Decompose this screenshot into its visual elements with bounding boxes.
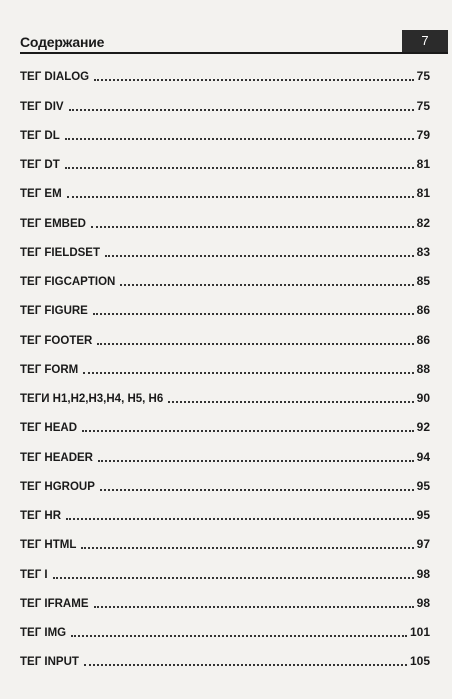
- dot-leader: [105, 254, 414, 257]
- toc-entry: [20, 89, 430, 118]
- toc-entry-title: ТЕГ FIGCAPTION: [20, 276, 116, 288]
- toc-entry-page: 94: [416, 449, 430, 464]
- dot-leader: [168, 400, 413, 403]
- toc-entry: [20, 323, 430, 352]
- toc-entry-title: ТЕГ FORM: [20, 363, 79, 376]
- toc-entry-title: ТЕГ ЕМ: [20, 188, 62, 201]
- toc-entry: [20, 236, 430, 265]
- dot-leader: [65, 137, 414, 140]
- toc-entry: [20, 294, 430, 323]
- toc-entry: [20, 499, 430, 528]
- dot-leader: [66, 517, 414, 520]
- toc-entry-title: ТЕГ IFRAME: [20, 597, 89, 610]
- toc-entry-title: ТЕГ HR: [20, 510, 62, 522]
- toc-entry-page: 95: [416, 508, 430, 522]
- dot-leader: [91, 225, 414, 228]
- toc-entry-title: ТЕГ HEAD: [20, 422, 77, 435]
- toc-entry-page: 101: [409, 625, 430, 639]
- table-of-contents: [20, 60, 430, 674]
- toc-entry-page: 95: [416, 478, 430, 493]
- toc-entry-page: 86: [416, 332, 430, 347]
- toc-entry-page: 75: [416, 98, 430, 113]
- dot-leader: [94, 605, 414, 608]
- toc-entry: [20, 60, 430, 89]
- dot-leader: [71, 634, 407, 637]
- toc-entry-page: 79: [416, 127, 430, 142]
- dot-leader: [97, 342, 413, 345]
- dot-leader: [83, 371, 413, 374]
- toc-entry-page: 75: [416, 69, 430, 84]
- toc-entry: [20, 382, 430, 411]
- toc-entry: [20, 265, 430, 294]
- dot-leader: [81, 546, 413, 549]
- toc-entry-page: 81: [416, 157, 430, 171]
- toc-entry-page: 90: [416, 391, 430, 405]
- toc-entry: [20, 411, 430, 440]
- toc-entry-title: ТЕГ EMBED: [20, 217, 86, 230]
- toc-entry-title: ТЕГ HGROUP: [20, 480, 95, 493]
- toc-entry-title: ТЕГ INPUT: [20, 656, 79, 669]
- toc-entry: [20, 206, 430, 235]
- toc-entry-page: 81: [416, 186, 430, 201]
- toc-entry-title: ТЕГ HEADER: [20, 451, 93, 464]
- toc-entry-title: ТЕГИ H1,H2,H3,H4, H5, H6: [20, 393, 164, 405]
- toc-entry-title: ТЕГ IMG: [20, 627, 67, 639]
- dot-leader: [93, 312, 414, 315]
- toc-entry-page: 86: [416, 303, 430, 318]
- toc-entry: [20, 119, 430, 148]
- dot-leader: [67, 195, 414, 198]
- toc-entry-title: ТЕГ DL: [20, 129, 60, 142]
- dot-leader: [69, 108, 414, 111]
- dot-leader: [100, 488, 414, 491]
- toc-entry: [20, 616, 430, 645]
- toc-entry: [20, 645, 430, 674]
- toc-entry-page: 98: [416, 566, 430, 581]
- dot-leader: [84, 663, 407, 666]
- toc-entry-title: ТЕГ I: [20, 568, 48, 581]
- dot-leader: [82, 429, 414, 432]
- toc-entry-title: ТЕГ HTML: [20, 539, 77, 552]
- toc-entry: [20, 470, 430, 499]
- toc-entry-title: ТЕГ FIELDSET: [20, 246, 100, 259]
- toc-entry-title: ТЕГ DIV: [20, 100, 64, 113]
- toc-entry-page: 98: [416, 595, 430, 610]
- toc-entry: [20, 528, 430, 557]
- dot-leader: [65, 166, 414, 169]
- toc-entry-page: 82: [416, 215, 430, 230]
- toc-entry-page: 85: [416, 274, 430, 288]
- toc-entry-page: 83: [416, 244, 430, 259]
- toc-entry: [20, 557, 430, 586]
- toc-entry: [20, 353, 430, 382]
- toc-entry: [20, 440, 430, 469]
- toc-entry-title: ТЕГ FIGURE: [20, 305, 88, 318]
- dot-leader: [94, 78, 414, 81]
- toc-entry-page: 97: [416, 537, 430, 552]
- toc-entry: [20, 587, 430, 616]
- toc-entry: [20, 177, 430, 206]
- toc-entry-page: 88: [416, 361, 430, 376]
- toc-entry-title: ТЕГ DT: [20, 159, 60, 171]
- dot-leader: [98, 459, 414, 462]
- toc-entry: [20, 148, 430, 177]
- page-header: [20, 30, 448, 54]
- section-title: Содержание: [20, 34, 105, 50]
- toc-entry-title: ТЕГ FOOTER: [20, 334, 93, 347]
- dot-leader: [53, 576, 414, 579]
- toc-entry-page: 92: [416, 420, 430, 435]
- toc-entry-title: ТЕГ DIALOG: [20, 71, 90, 84]
- toc-entry-page: 105: [409, 654, 430, 669]
- dot-leader: [120, 283, 413, 286]
- page-number-badge: 7: [402, 30, 448, 52]
